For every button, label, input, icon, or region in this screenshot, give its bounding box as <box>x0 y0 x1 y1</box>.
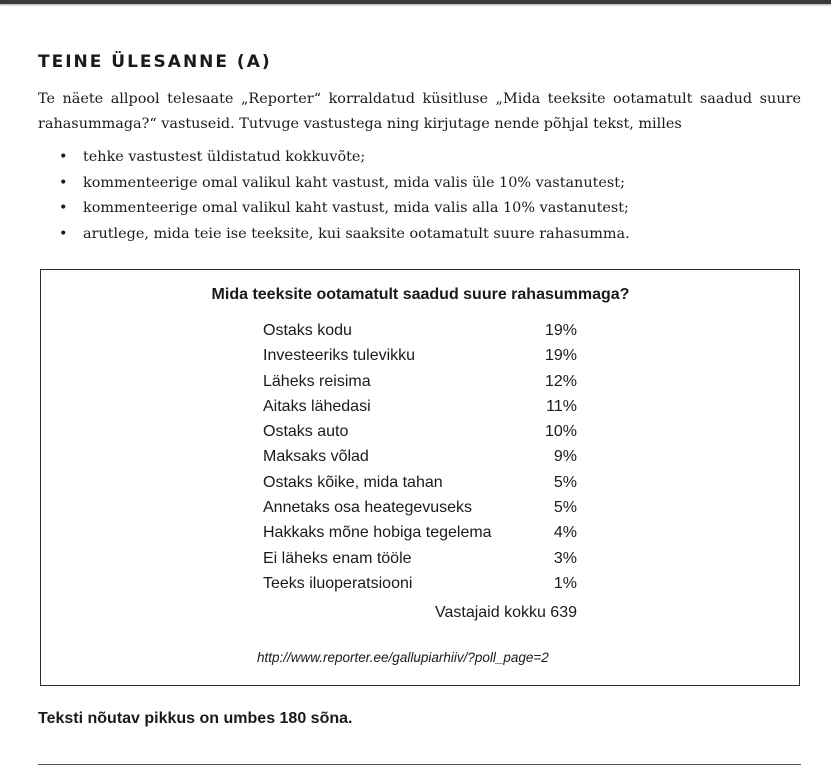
top-rule <box>0 0 831 4</box>
survey-row-value: 3% <box>553 549 577 567</box>
survey-row-label: Ei läheks enam tööle <box>263 549 412 567</box>
bullet-item <box>38 222 801 248</box>
survey-row-label: Ostaks kodu <box>263 322 352 339</box>
bullet-item <box>38 145 801 171</box>
bullet-dot-icon: • <box>59 200 68 216</box>
survey-row <box>263 394 577 419</box>
bullet-text: kommenteerige omal valikul kaht vastust, mida valis üle 10% vastanutest; <box>83 174 625 191</box>
bullet-dot-icon: • <box>59 225 68 242</box>
survey-row <box>263 444 577 469</box>
survey-row-value: 11% <box>546 397 577 415</box>
survey-row <box>263 369 577 394</box>
survey-row-value: 4% <box>553 524 577 542</box>
survey-row-label: Hakkaks mõne hobiga tegelema <box>263 524 492 542</box>
survey-row <box>263 318 577 343</box>
bullet-text: kommenteerige omal valikul kaht vastust, mida valis alla 10% vastanutest; <box>83 200 629 216</box>
bullet-item <box>38 171 801 197</box>
survey-row <box>263 419 577 444</box>
survey-row <box>263 546 577 571</box>
survey-row-value: 5% <box>553 499 577 517</box>
survey-row-value: 10% <box>544 423 577 441</box>
survey-row-value: 5% <box>553 473 577 491</box>
bottom-rule <box>38 764 801 765</box>
task-intro: Te näete allpool telesaate „Reporter“ korraldatud küsitluse „Mida teeksite ootamatult saadud suure rahasummaga?“ vastuseid. Tutvuge vastustega ning kirjutage nende põhjal tekst, milles <box>38 91 801 132</box>
survey-row-value: 12% <box>544 372 577 390</box>
survey-row <box>263 571 577 596</box>
bullet-dot-icon: • <box>59 174 68 191</box>
survey-row-value: 1% <box>553 574 577 592</box>
survey-row <box>263 520 577 545</box>
task-bullet-list <box>38 145 801 247</box>
survey-row-label: Ostaks kõike, mida tahan <box>263 473 443 491</box>
survey-title: Mida teeksite ootamatult saadud suure rahasummaga? <box>211 286 630 303</box>
survey-row <box>263 470 577 495</box>
survey-row-label: Läheks reisima <box>263 372 371 390</box>
survey-results-table <box>263 318 577 596</box>
survey-row <box>263 495 577 520</box>
bullet-item <box>38 196 801 222</box>
survey-row-value: 9% <box>553 448 577 466</box>
survey-source-url: http://www.reporter.ee/gallupiarhiiv/?poll_page=2 <box>257 650 549 665</box>
survey-row <box>263 343 577 368</box>
survey-row-value: 19% <box>544 347 577 365</box>
bullet-text: tehke vastustest üldistatud kokkuvõte; <box>83 149 366 165</box>
survey-total: Vastajaid kokku 639 <box>434 604 577 621</box>
bullet-text: arutlege, mida teie ise teeksite, kui saaksite ootamatult suure rahasumma. <box>83 225 630 242</box>
survey-row-label: Annetaks osa heategevuseks <box>263 499 473 517</box>
survey-row-label: Aitaks lähedasi <box>263 397 371 415</box>
survey-row-label: Investeeriks tulevikku <box>263 347 416 365</box>
survey-row-value: 19% <box>544 322 577 339</box>
survey-row-label: Maksaks võlad <box>263 448 369 466</box>
survey-row-label: Teeks iluoperatsiooni <box>263 574 413 592</box>
survey-row-label: Ostaks auto <box>263 423 349 441</box>
task-heading: TEINE ÜLESANNE (A) <box>38 52 272 72</box>
length-requirement-note: Teksti nõutav pikkus on umbes 180 sõna. <box>38 710 353 727</box>
bullet-dot-icon: • <box>59 149 68 165</box>
